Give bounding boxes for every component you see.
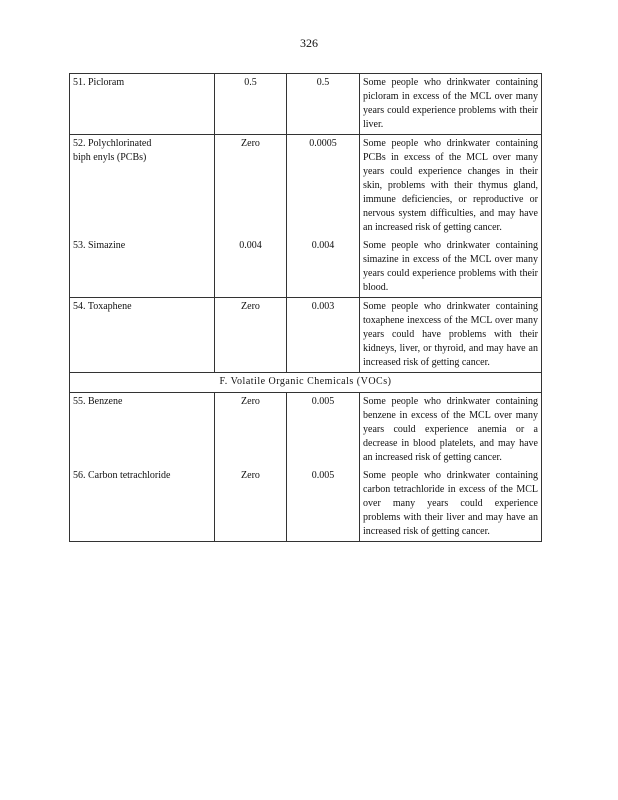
- contaminant-name: 52. Polychlorinated biph enyls (PCBs): [70, 135, 215, 238]
- page-number: 326: [300, 36, 318, 50]
- mcl-value: 0.004: [287, 237, 360, 298]
- section-title: F. Volatile Organic Chemicals (VOCs): [70, 373, 542, 393]
- health-effect: Some people who drinkwater containing toxaphene inexcess of the MCL over many years could have problems with their kidneys, liver, or thyroid, and may have an increased risk of getting cancer.: [360, 298, 542, 373]
- section-header-row: [70, 373, 542, 393]
- health-effect: Some people who drinkwater containing simazine in excess of the MCL over many years could experience problems with their blood.: [360, 237, 542, 298]
- contaminant-name: 56. Carbon tetrachloride: [70, 467, 215, 542]
- table-row: [70, 237, 542, 298]
- mcl-value: 0.005: [287, 467, 360, 542]
- mclg-value: Zero: [215, 393, 287, 468]
- table-row: [70, 393, 542, 468]
- contaminant-table: [69, 73, 542, 542]
- contaminant-name: 51. Picloram: [70, 74, 215, 135]
- mcl-value: 0.0005: [287, 135, 360, 238]
- health-effect: Some people who drinkwater containing carbon tetrachloride in excess of the MCL over many years could experience problems with their liver and may have an increased risk of getting cancer.: [360, 467, 542, 542]
- mclg-value: 0.004: [215, 237, 287, 298]
- contaminant-name: 53. Simazine: [70, 237, 215, 298]
- health-effect: Some people who drinkwater containing picloram in excess of the MCL over many years could experience problems with their liver.: [360, 74, 542, 135]
- health-effect: Some people who drinkwater containing PCBs in excess of the MCL over many years could experience changes in their skin, problems with their thymus gland, immune deficiencies, or reproductive or nervous system difficulties, and may have an increased risk of getting cancer.: [360, 135, 542, 238]
- mclg-value: Zero: [215, 298, 287, 373]
- contaminant-name: 55. Benzene: [70, 393, 215, 468]
- mcl-value: 0.005: [287, 393, 360, 468]
- table-row: [70, 74, 542, 135]
- table-row: [70, 135, 542, 238]
- health-effect: Some people who drinkwater containing benzene in excess of the MCL over many years could experience anemia or a decrease in blood platelets, and may have an increased risk of getting cancer.: [360, 393, 542, 468]
- mcl-value: 0.5: [287, 74, 360, 135]
- mcl-value: 0.003: [287, 298, 360, 373]
- mclg-value: Zero: [215, 467, 287, 542]
- table-row: [70, 298, 542, 373]
- mclg-value: Zero: [215, 135, 287, 238]
- mclg-value: 0.5: [215, 74, 287, 135]
- table-row: [70, 467, 542, 542]
- contaminant-name: 54. Toxaphene: [70, 298, 215, 373]
